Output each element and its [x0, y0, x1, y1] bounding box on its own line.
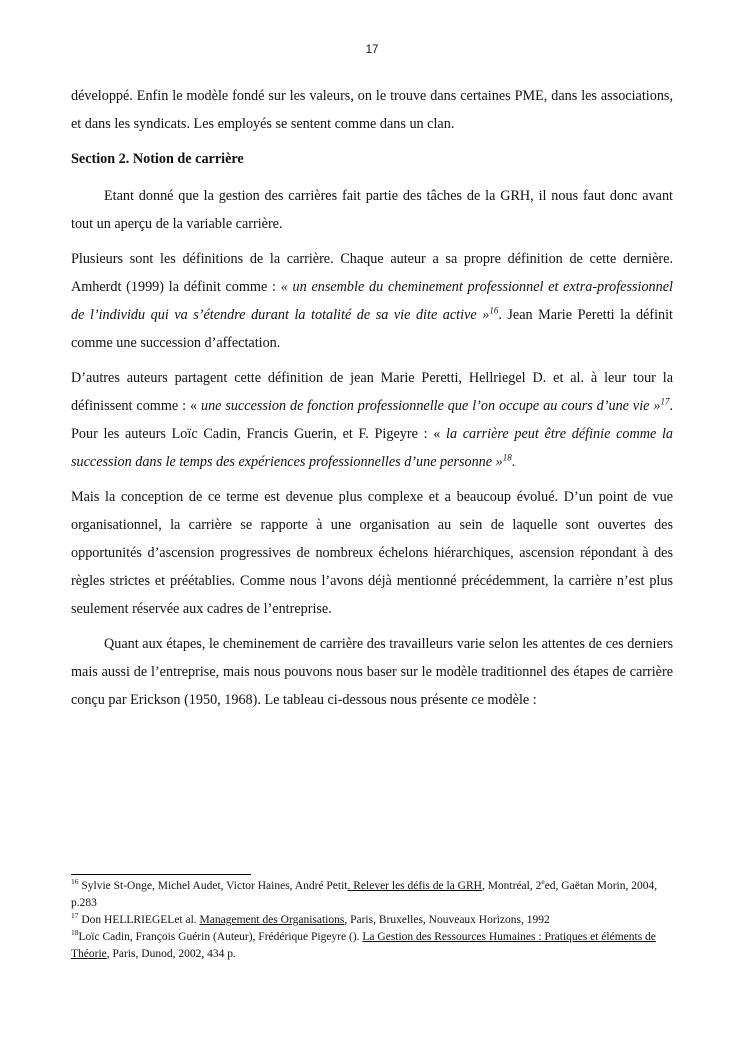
- text-span: Plusieurs sont les définitions de la carrière. Chaque auteur a sa propre définition de cette dernière. Amherdt (1999) la définit comme :: [71, 251, 673, 295]
- document-body: [71, 82, 673, 721]
- page-number: 17: [365, 44, 379, 56]
- footnote-ref[interactable]: 16: [489, 305, 499, 316]
- footnote-16: $^{16}$ Sylvie St-Onge, Michel Audet, Victor Haines, André Petit. Relever les défis de la GRH, Montréal, 2eed, Gaëtan Morin, 2004, p.283: [71, 877, 658, 909]
- footnote-number: 18: [71, 928, 79, 938]
- footnote-ref[interactable]: 18: [502, 452, 512, 463]
- paragraph-5: Quant aux étapes, le cheminement de carrière des travailleurs varie selon les attentes de ces derniers mais aussi de l’entreprise, mais nous pouvons nous baser sur le modèle traditionnel des étapes de carrière conçu par Erickson (1950, 1968). Le tableau ci-dessous nous présente ce modèle :: [71, 636, 673, 708]
- paragraph-intro: développé. Enfin le modèle fondé sur les valeurs, on le trouve dans certaines PME, dans les associations, et dans les syndicats. Les employés se sentent comme dans un clan.: [71, 88, 673, 132]
- footnote-separator: [71, 874, 251, 875]
- footnote-link[interactable]: . Relever les défis de la GRH: [347, 880, 482, 892]
- paragraph-4: Mais la conception de ce terme est devenue plus complexe et a beaucoup évolué. D’un point de vue organisationnel, la carrière se rapporte à une organisation au sein de laquelle sont ouvertes des opportunités d’ascension progressives de nombreux échelons hiérarchiques, ascension répondant à des règles strictes et préétablies. Comme nous l’avons déjà mentionné précédemment, la carrière n’est plus seulement réservée aux cadres de l’entreprise.: [71, 489, 673, 617]
- text-span: . Pour les auteurs Loïc Cadin, Francis Guerin, et F. Pigeyre : «: [71, 398, 673, 442]
- paragraph-2: [71, 245, 673, 357]
- footnote-number: 17: [71, 911, 79, 921]
- footnote-link[interactable]: Management des Organisations: [199, 914, 345, 926]
- text-span: . Jean Marie Peretti la définit comme une succession d’affectation.: [71, 307, 673, 351]
- section-title: Section 2. Notion de carrière: [71, 151, 244, 167]
- footnotes: [71, 878, 673, 963]
- footnote-link[interactable]: La Gestion des Ressources Humaines : Pratiques et éléments de Théorie: [71, 931, 656, 960]
- footnote-number: 16: [71, 877, 79, 887]
- footnote-18: $^{18}$Loïc Cadin, François Guérin (Auteur), Frédérique Pigeyre (). La Gestion des Ressources Humaines : Pratiques et éléments de Théorie, Paris, Dunod, 2002, 434 p.: [71, 928, 656, 960]
- footnote-17: $^{17}$ Don HELLRIEGELet al. Management des Organisations, Paris, Bruxelles, Nouveaux Horizons, 1992: [71, 911, 550, 926]
- paragraph-1: Etant donné que la gestion des carrières fait partie des tâches de la GRH, il nous faut donc avant tout un aperçu de la variable carrière.: [71, 188, 673, 232]
- footnote-ref[interactable]: 17: [660, 396, 670, 407]
- quote: « un ensemble du cheminement professionnel et extra-professionnel de l’individu qui va s’étendre durant la totalité de sa vie dite active »: [71, 279, 673, 323]
- text-span: D’autres auteurs partagent cette définition de jean Marie Peretti, Hellriegel D. et al. à leur tour la définissent comme : «: [71, 370, 673, 414]
- quote: une succession de fonction professionnelle que l’on occupe au cours d’une vie »: [200, 398, 661, 414]
- quote: la carrière peut être définie comme la succession dans le temps des expériences professionnelles d’une personne »: [71, 426, 674, 470]
- text-span: .: [511, 454, 516, 470]
- paragraph-3: [71, 364, 673, 476]
